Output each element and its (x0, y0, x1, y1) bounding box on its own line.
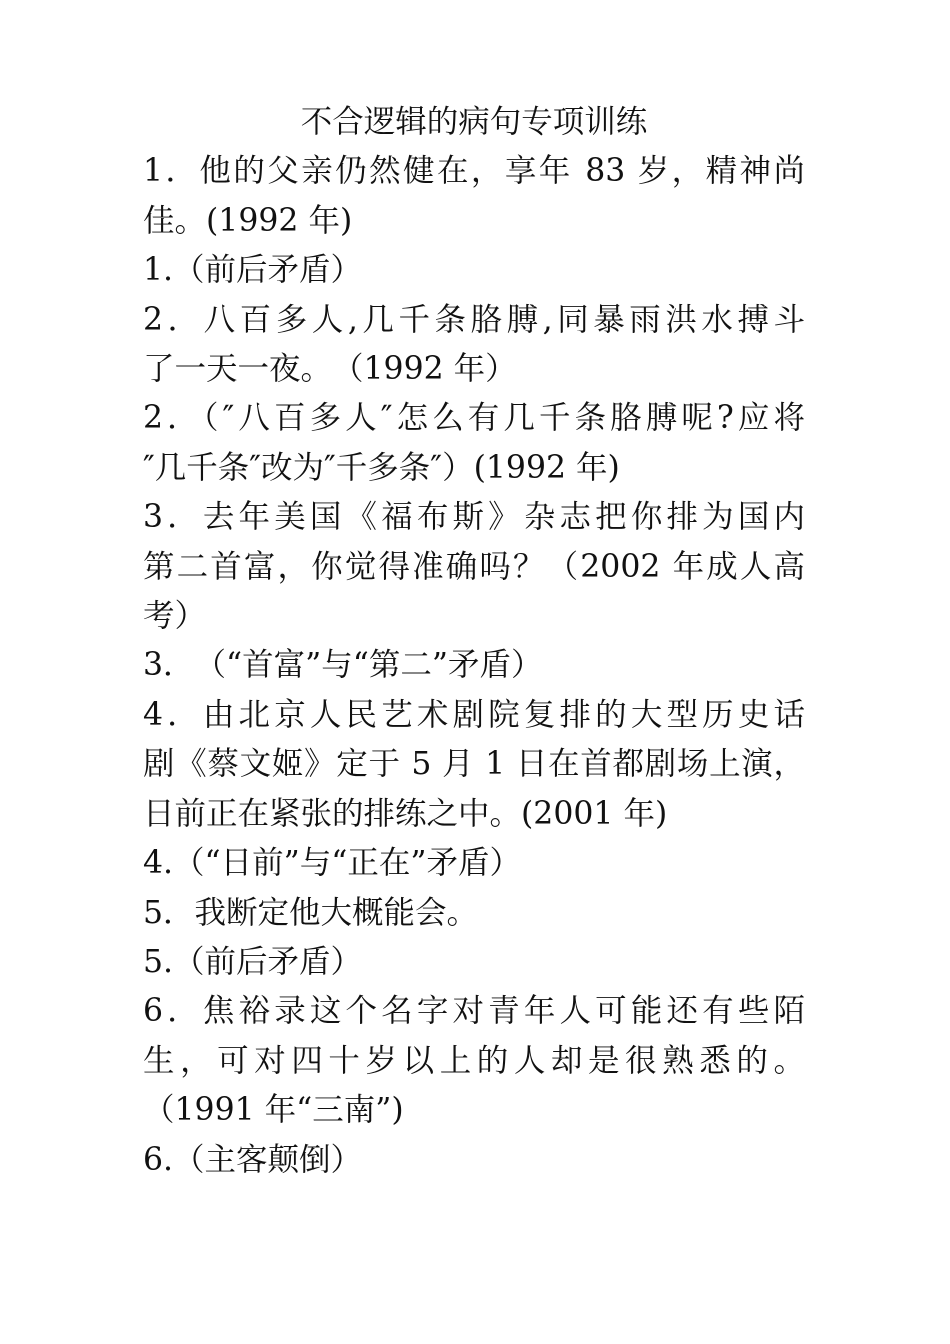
answer-2-line-2: ″几千条″改为″千多条″）(1992 年) (143, 449, 620, 486)
question-3-line-3: 考） (143, 598, 207, 635)
answer-4: 4.（“日前”与“正在”矛盾） (143, 845, 521, 882)
question-2-line-1: 2．八百多人,几千条胳膊,同暴雨洪水搏斗 (143, 301, 805, 338)
question-4-line-2: 剧《蔡文姬》定于 5 月 1 日在首都剧场上演， (143, 746, 805, 783)
answer-3: 3． （“首富”与“第二”矛盾） (143, 647, 543, 684)
question-6-line-3: （1991 年“三南”) (143, 1092, 404, 1129)
answer-6: 6.（主客颠倒） (143, 1141, 363, 1178)
question-4-line-3: 日前正在紧张的排练之中。(2001 年) (143, 795, 668, 832)
question-6-line-1: 6．焦裕录这个名字对青年人可能还有些陌 (143, 993, 805, 1030)
question-1-line-1: 1．他的父亲仍然健在，享年 83 岁，精神尚 (143, 153, 805, 190)
question-3-line-2: 第二首富，你觉得准确吗？（2002 年成人高 (143, 548, 805, 585)
question-4-line-1: 4．由北京人民艺术剧院复排的大型历史话 (143, 696, 805, 733)
question-1-line-2: 佳。(1992 年) (143, 202, 353, 239)
document-title: 不合逻辑的病句专项训练 (300, 104, 648, 140)
answer-1: 1.（前后矛盾） (143, 252, 363, 289)
document-body (143, 98, 805, 1185)
question-3-line-1: 3．去年美国《福布斯》杂志把你排为国内 (143, 499, 805, 536)
answer-5: 5.（前后矛盾） (143, 943, 363, 980)
question-6-line-2: 生，可对四十岁以上的人却是很熟悉的。 (143, 1042, 805, 1079)
question-5: 5．我断定他大概能会。 (143, 894, 479, 931)
answer-2-line-1: 2．（″八百多人″怎么有几千条胳膊呢?应将 (143, 400, 805, 437)
question-2-line-2: 了一天一夜。 （1992 年） (143, 351, 517, 388)
